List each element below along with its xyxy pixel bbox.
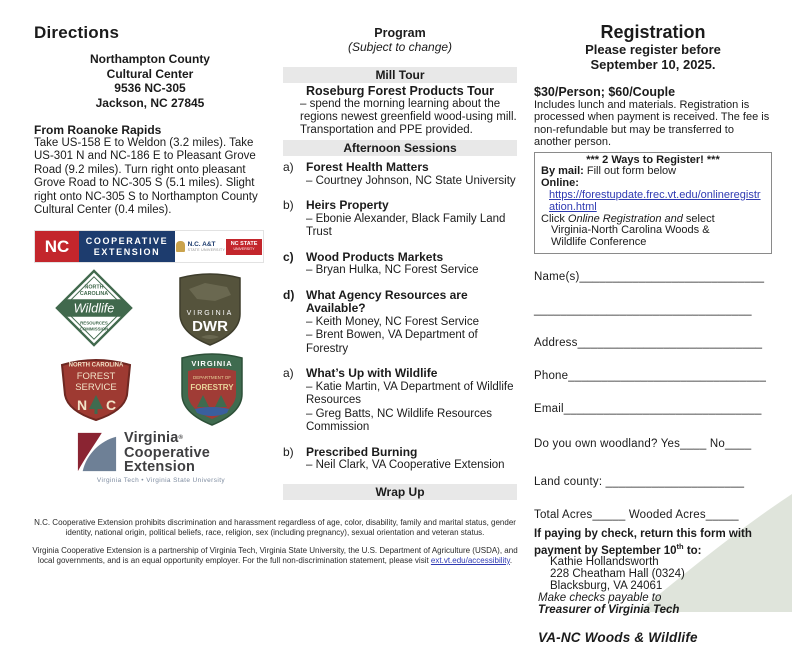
svg-text:VIRGINIA: VIRGINIA xyxy=(186,310,234,318)
by-mail-line: By mail: Fill out form below xyxy=(541,165,677,178)
venue-line: Northampton County xyxy=(90,52,210,66)
svg-text:FORESTRY: FORESTRY xyxy=(189,383,234,393)
non-discrimination-statements xyxy=(28,518,522,565)
ncat-logo xyxy=(176,241,226,252)
directions-panel xyxy=(34,0,266,484)
session-item xyxy=(283,367,517,435)
virginia-cooperative-extension-logo xyxy=(76,431,246,484)
land-county-field: Land county: _____________________ xyxy=(534,476,745,488)
check-payment-note: If paying by check, return this form with payment by September 10th to: xyxy=(534,528,752,557)
from-roanoke-heading: From Roanoke Rapids xyxy=(34,123,162,137)
price-description: Includes lunch and materials. Registration is processed when payment is received. The fee is non-refundable but may be transferred to another person. xyxy=(534,99,770,149)
session-speaker: – Katie Martin, VA Department of Wildlife Resources xyxy=(306,380,514,406)
ways-to-register-box xyxy=(534,152,772,254)
program-heading: Program xyxy=(374,26,426,40)
registration-panel xyxy=(534,0,772,645)
svg-text:VIRGINIA: VIRGINIA xyxy=(190,359,233,369)
svg-text:N: N xyxy=(76,397,87,414)
event-name-footer: VA-NC Woods & Wildlife xyxy=(538,630,698,645)
register-before-note: Please register before September 10, 2025. xyxy=(585,42,721,72)
directions-heading: Directions xyxy=(34,23,120,42)
vce-wordmark: Virginia® Cooperative Extension xyxy=(124,430,210,476)
session-item xyxy=(283,251,517,278)
registered-mark: ® xyxy=(178,435,184,442)
partner-logos xyxy=(34,230,266,484)
ncat-label: N.C. A&T xyxy=(187,240,216,248)
email-field: Email______________________________ xyxy=(534,403,762,415)
venue-line: 9536 NC-305 xyxy=(114,81,186,95)
acres-field: Total Acres_____ Wooded Acres_____ xyxy=(534,509,739,521)
session-speaker: – Neil Clark, VA Cooperative Extension xyxy=(306,459,505,471)
mill-tour-description: – spend the morning learning about the regions newest greenfield wood-using mill. Transportation and PPE provided. xyxy=(300,98,517,136)
session-title: What’s Up with Wildlife xyxy=(306,366,438,380)
vce-mark-icon xyxy=(76,431,118,473)
svg-text:DWR: DWR xyxy=(192,318,228,336)
venue-line: Cultural Center xyxy=(106,66,194,81)
session-letter: c) xyxy=(283,249,294,264)
svg-text:FOREST: FOREST xyxy=(76,371,115,383)
online-registration-link[interactable]: https://forestupdate.frec.vt.edu/onlineregistration.html xyxy=(549,189,761,213)
ext-word: EXTENSION xyxy=(93,246,161,257)
svg-text:Wildlife: Wildlife xyxy=(73,301,115,316)
session-title: Heirs Property xyxy=(306,198,389,212)
registration-heading: Registration xyxy=(600,22,706,42)
own-woodland-field: Do you own woodland? Yes____ No____ xyxy=(534,438,752,450)
session-speaker: – Courtney Johnson, NC State University xyxy=(306,174,516,187)
session-letter: a) xyxy=(283,366,294,380)
ncsu-line2: UNIVERSITY xyxy=(233,246,255,251)
session-list xyxy=(283,161,517,473)
venue-address xyxy=(34,52,266,110)
mill-tour-banner: Mill Tour xyxy=(283,67,517,83)
vce-universities: Virginia Tech • Virginia State University xyxy=(96,476,226,484)
va-disclaimer: Virginia Cooperative Extension is a partnership of Virginia Tech, Virginia State University, the U.S. Department of Agriculture (USDA), and local governments, and is an equal opportunity employer. For the full non-discrimination statement, please visit ext.vt.edu/accessibility. xyxy=(32,546,518,565)
nc-state-logo xyxy=(226,239,263,255)
accessibility-link[interactable]: ext.vt.edu/accessibility xyxy=(430,555,510,565)
venue-line: Jackson, NC 27845 xyxy=(95,95,205,110)
payment-address-line: Blacksburg, VA 24061 xyxy=(550,580,663,593)
checks-payable-to: Treasurer of Virginia Tech xyxy=(538,603,680,616)
svg-text:C: C xyxy=(105,397,116,414)
name-field-line2: _________________________________ xyxy=(534,304,752,316)
virginia-dwr-logo xyxy=(175,269,245,347)
online-label: Online: xyxy=(541,177,579,190)
nc-cooperative-extension-logo xyxy=(34,230,264,263)
svg-text:NORTH: NORTH xyxy=(84,284,104,291)
ncat-sublabel: STATE UNIVERSITY xyxy=(187,248,226,253)
payment-address-line: 228 Cheatham Hall (0324) xyxy=(550,568,685,581)
program-panel xyxy=(283,0,517,500)
nc-disclaimer: N.C. Cooperative Extension prohibits discrimination and harassment regardless of age, color, disability, family and marital status, gender identity, national origin, political beliefs, race, religion, sex (including pregnancy), sexual orientation and veteran status. xyxy=(34,518,516,537)
session-speaker: – Bryan Hulka, NC Forest Service xyxy=(306,264,479,276)
session-item xyxy=(283,161,517,188)
session-letter: b) xyxy=(283,444,294,459)
session-title: What Agency Resources are Available? xyxy=(306,287,468,315)
svg-text:DEPARTMENT OF: DEPARTMENT OF xyxy=(192,375,231,381)
mill-tour-title: Roseburg Forest Products Tour xyxy=(306,84,494,98)
name-field: Name(s)____________________________ xyxy=(534,271,765,283)
svg-text:RESOURCES: RESOURCES xyxy=(80,321,108,327)
svg-text:SERVICE: SERVICE xyxy=(74,382,117,394)
ncsu-line1: NC STATE xyxy=(230,240,258,247)
session-item xyxy=(283,446,517,473)
session-title: Forest Health Matters xyxy=(306,160,429,174)
nc-wildlife-commission-logo xyxy=(55,269,133,347)
session-title: Prescribed Burning xyxy=(306,444,418,459)
nc-logo-block: NC xyxy=(35,231,79,262)
ncat-bell-icon xyxy=(176,241,185,252)
afternoon-sessions-banner: Afternoon Sessions xyxy=(283,140,517,156)
session-item xyxy=(283,199,517,240)
checks-payable-note: Make checks payable to xyxy=(538,591,662,604)
wrap-up-banner: Wrap Up xyxy=(283,484,517,500)
payment-recipient-name: Kathie Hollandsworth xyxy=(550,556,659,569)
conference-name: Virginia-North Carolina Woods & Wildlife Conference xyxy=(551,224,710,249)
address-field: Address____________________________ xyxy=(534,337,763,349)
cooperative-extension-block xyxy=(79,231,175,262)
price-line: $30/Person; $60/Couple xyxy=(534,85,676,99)
session-item xyxy=(283,289,517,357)
session-letter: b) xyxy=(283,198,294,212)
session-speaker: – Brent Bowen, VA Department of Forestry xyxy=(306,329,478,355)
virginia-forestry-logo xyxy=(177,349,247,427)
university-marks xyxy=(175,231,263,262)
session-speaker: – Ebonie Alexander, Black Family Land Trust xyxy=(306,212,506,238)
svg-text:NORTH CAROLINA: NORTH CAROLINA xyxy=(68,362,123,369)
session-title: Wood Products Markets xyxy=(306,249,444,264)
coop-word: COOPERATIVE xyxy=(85,236,169,247)
svg-text:CAROLINA: CAROLINA xyxy=(79,291,109,298)
svg-text:COMMISSION: COMMISSION xyxy=(79,326,109,332)
session-letter: d) xyxy=(283,287,295,302)
program-subtitle: (Subject to change) xyxy=(347,40,453,54)
phone-field: Phone______________________________ xyxy=(534,370,767,382)
ways-to-register-title: *** 2 Ways to Register! *** xyxy=(586,153,720,166)
directions-text: Take US-158 E to Weldon (3.2 miles). Take US-301 N and NC-186 E to Pleasant Grove Road (9.2 miles). Turn right onto pleasant Grove Road to NC-305 S (5.1 miles). Slight right onto NC-305 S to Northampton County Cultural Center (0.4 miles). xyxy=(34,137,258,217)
session-speaker: – Greg Batts, NC Wildlife Resources Commission xyxy=(306,407,492,433)
click-instruction: Click Online Registration and select xyxy=(541,212,715,225)
session-speaker: – Keith Money, NC Forest Service xyxy=(306,315,479,328)
session-letter: a) xyxy=(283,160,294,174)
nc-forest-service-logo xyxy=(54,353,138,423)
